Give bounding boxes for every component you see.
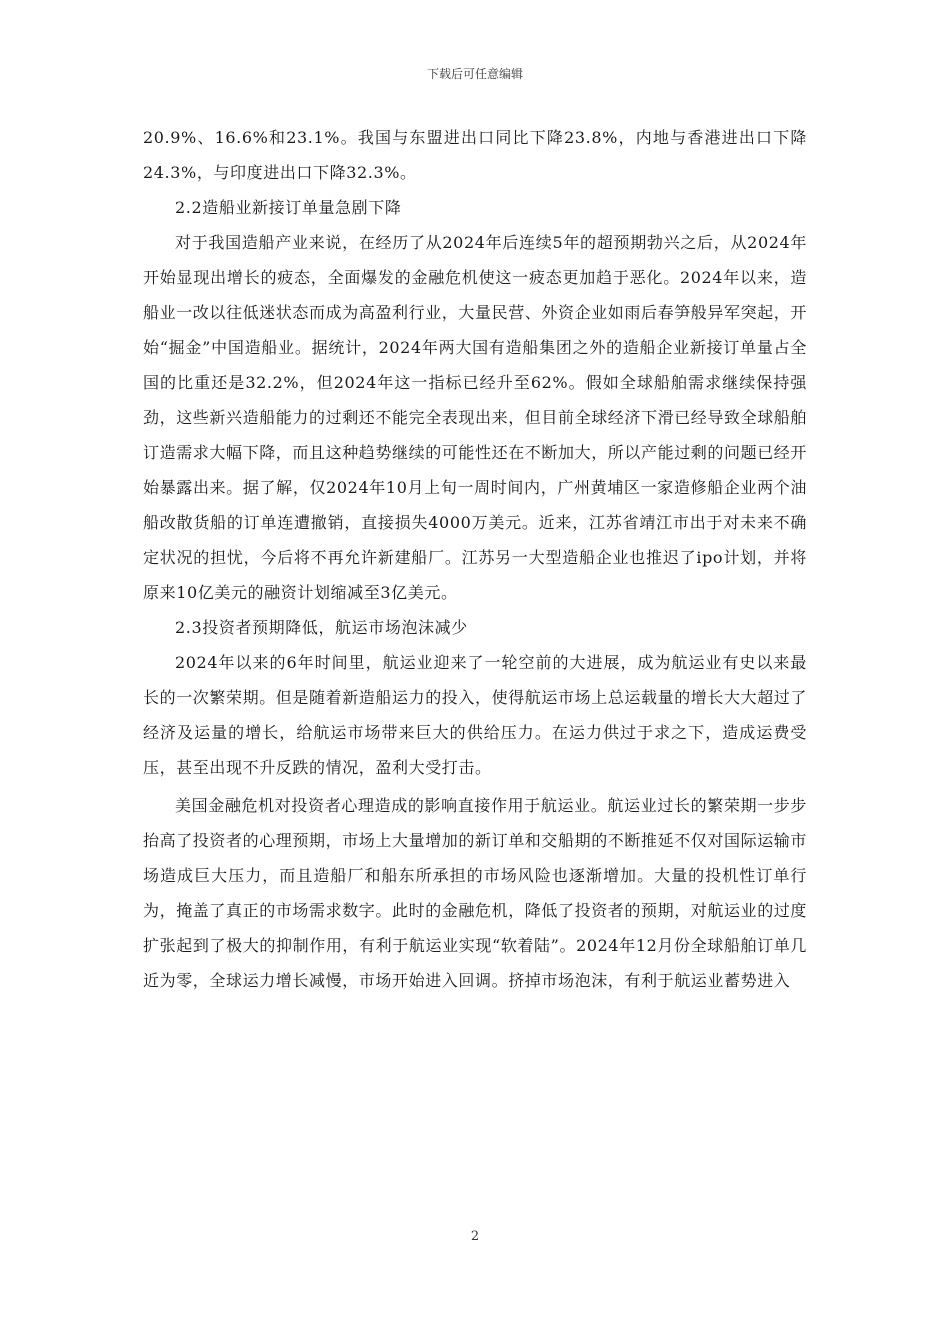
paragraph-shipbuilding-orders: 对于我国造船产业来说，在经历了从2024年后连续5年的超预期勃兴之后，从2024年开始显现出增长的疲态，全面爆发的金融危机使这一疲态更加趋于恶化。2024年以来，造船业一改以往低迷状态而成为高盈利行业，大量民营、外资企业如雨后春笋般异军突起，开始“掘金”中国造船业。据统计，2024年两大国有造船集团之外的造船企业新接订单量占全国的比重还是32.2%，但2024年这一指标已经升至62%。假如全球船舶需求继续保持强劲，这些新兴造船能力的过剩还不能完全表现出来，但目前全球经济下滑已经导致全球船舶订造需求大幅下降，而且这种趋势继续的可能性还在不断加大，所以产能过剩的问题已经开始暴露出来。据了解，仅2024年10月上旬一周时间内，广州黄埔区一家造修船企业两个油船改散货船的订单连遭撤销，直接损失4000万美元。近来，江苏省靖江市出于对未来不确定状况的担忧，今后将不再允许新建船厂。江苏另一大型造船企业也推迟了ipo计划，并将原来10亿美元的融资计划缩减至3亿美元。 xyxy=(143,233,808,602)
paragraph-continuation: 20.9%、16.6%和23.1%。我国与东盟进出口同比下降23.8%，内地与香港进出口下降24.3%，与印度进出口下降32.3%。 xyxy=(143,128,807,182)
document-body xyxy=(143,120,807,998)
paragraph-investor-psychology: 美国金融危机对投资者心理造成的影响直接作用于航运业。航运业过长的繁荣期一步步抬高了投资者的心理预期，市场上大量增加的新订单和交船期的不断推延不仅对国际运输市场造成巨大压力，而且造船厂和船东所承担的市场风险也逐渐增加。大量的投机性订单行为，掩盖了真正的市场需求数字。此时的金融危机，降低了投资者的预期，对航运业的过度扩张起到了极大的抑制作用，有利于航运业实现“软着陆”。2024年12月份全球船舶订单几近为零，全球运力增长减慢，市场开始进入回调。挤掉市场泡沫，有利于航运业蓄势进入 xyxy=(143,796,808,990)
page-number: 2 xyxy=(470,1229,480,1244)
section-heading-2-2: 2.2造船业新接订单量急剧下降 xyxy=(175,198,402,217)
page-header: 下载后可任意编辑 xyxy=(426,67,523,81)
section-heading-2-3: 2.3投资者预期降低，航运市场泡沫减少 xyxy=(175,618,468,637)
paragraph-shipping-boom: 2024年以来的6年时间里，航运业迎来了一轮空前的大进展，成为航运业有史以来最长的一次繁荣期。但是随着新造船运力的投入，使得航运市场上总运载量的增长大大超过了经济及运量的增长，给航运市场带来巨大的供给压力。在运力供过于求之下，造成运费受压，甚至出现不升反跌的情况，盈利大受打击。 xyxy=(143,653,808,777)
